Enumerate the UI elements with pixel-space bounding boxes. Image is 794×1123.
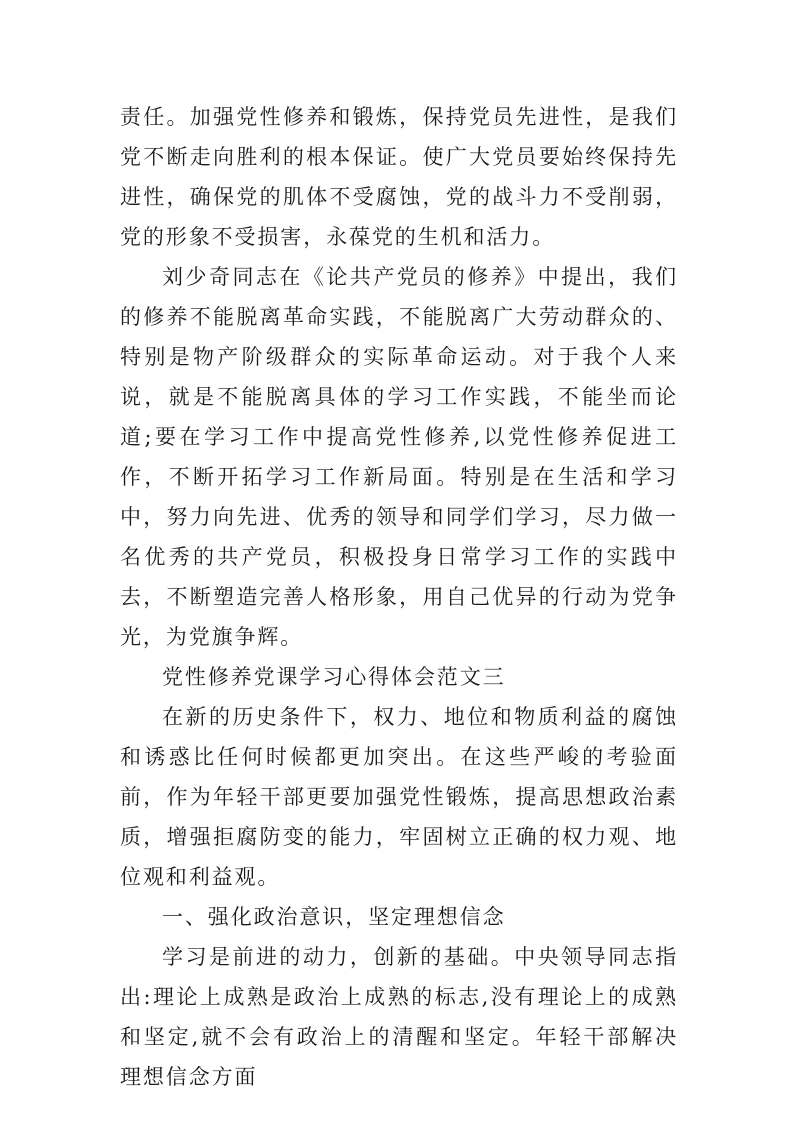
subsection-heading: 一、强化政治意识，坚定理想信念	[162, 905, 506, 929]
document-body	[120, 97, 678, 1097]
paragraph-1: 责任。加强党性修养和锻炼，保持党员先进性，是我们党不断走向胜利的根本保证。使广大党员要始终保持先进性，确保党的肌体不受腐蚀，党的战斗力不受削弱，党的形象不受损害，永葆党的生机和活力。	[120, 105, 678, 249]
paragraph-3: 在新的历史条件下，权力、地位和物质利益的腐蚀和诱惑比任何时候都更加突出。在这些严峻的考验面前，作为年轻干部更要加强党性锻炼，提高思想政治素质，增强拒腐防变的能力，牢固树立正确的权力观、地位观和利益观。	[120, 705, 678, 889]
paragraph-4: 学习是前进的动力，创新的基础。中央领导同志指出:理论上成熟是政治上成熟的标志,没有理论上的成熟和坚定,就不会有政治上的清醒和坚定。年轻干部解决理想信念方面	[120, 945, 678, 1089]
section-title: 党性修养党课学习心得体会范文三	[162, 665, 506, 689]
paragraph-2: 刘少奇同志在《论共产党员的修养》中提出，我们的修养不能脱离革命实践，不能脱离广大劳动群众的、特别是物产阶级群众的实际革命运动。对于我个人来说，就是不能脱离具体的学习工作实践，不能坐而论道;要在学习工作中提高党性修养,以党性修养促进工作，不断开拓学习工作新局面。特别是在生活和学习中，努力向先进、优秀的领导和同学们学习，尽力做一名优秀的共产党员，积极投身日常学习工作的实践中去，不断塑造完善人格形象，用自己优异的行动为党争光，为党旗争辉。	[120, 265, 678, 649]
